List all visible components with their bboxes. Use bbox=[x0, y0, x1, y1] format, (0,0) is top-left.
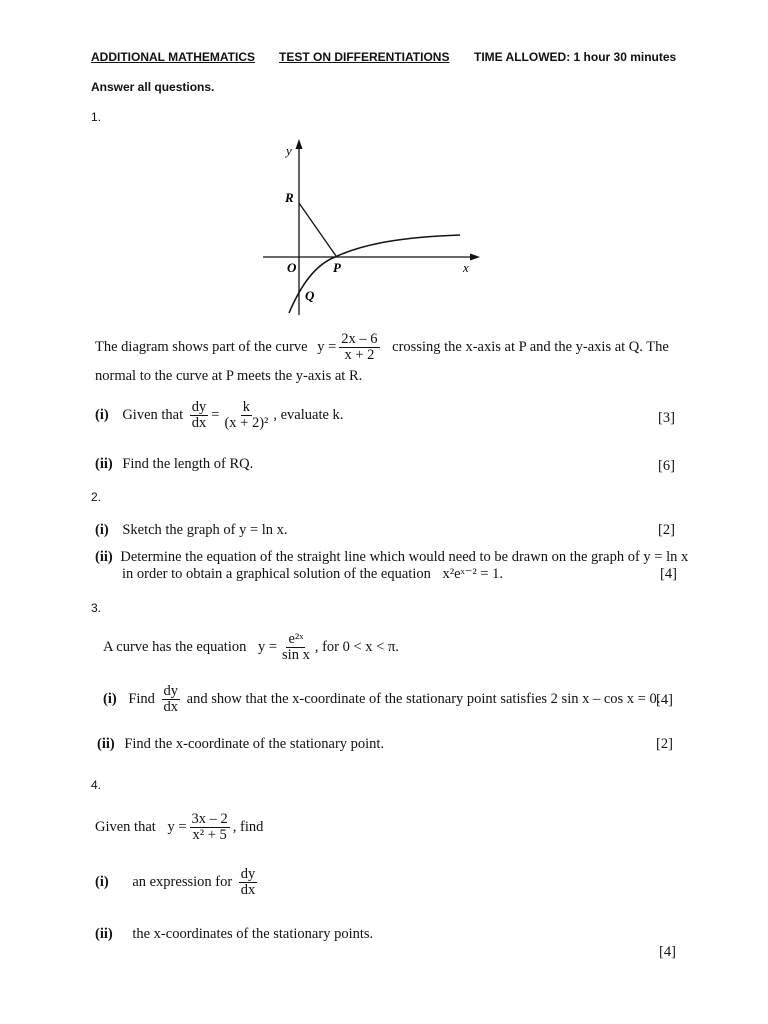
q3-number: 3. bbox=[91, 601, 102, 615]
q4-find: , find bbox=[232, 819, 264, 836]
q2-ii-label: (ii) bbox=[95, 549, 113, 565]
q1-curve-fraction bbox=[339, 332, 379, 363]
q4-eq-lhs: y = bbox=[167, 819, 187, 836]
q4-ii-text: the x-coordinates of the stationary points. bbox=[132, 926, 374, 942]
q4-intro-text: Given that bbox=[95, 819, 156, 836]
q3-eq-lhs: y = bbox=[257, 639, 278, 656]
q1-intro-line1 bbox=[95, 332, 669, 363]
time-allowed: TIME ALLOWED: 1 hour 30 minutes bbox=[474, 50, 677, 64]
q4-intro bbox=[95, 812, 263, 843]
q3-i-text: and show that the x-coordinate of the stationary point satisfies 2 sin x – cos x = 0. bbox=[186, 691, 661, 708]
q3-ii-marks: [2] bbox=[656, 736, 673, 752]
q3-dydx bbox=[162, 684, 181, 715]
q4-number: 4. bbox=[91, 778, 102, 792]
label-x: x bbox=[463, 260, 469, 275]
q3-ii-label: (ii) bbox=[97, 736, 115, 752]
q4-i-text: an expression for bbox=[132, 874, 233, 891]
y-axis-arrow bbox=[296, 139, 303, 149]
q4-marks: [4] bbox=[659, 944, 676, 960]
q3-domain: , for 0 < x < π. bbox=[314, 639, 399, 656]
q1-part-ii bbox=[95, 456, 253, 473]
q1-graph bbox=[255, 135, 495, 320]
label-O: O bbox=[287, 260, 297, 275]
q1-eq-lhs: y = bbox=[317, 339, 337, 356]
q4-part-ii bbox=[95, 926, 373, 943]
q4-dx: dx bbox=[240, 882, 256, 899]
q3-ii-text: Find the x-coordinate of the stationary point. bbox=[124, 736, 385, 752]
q3-part-i bbox=[103, 684, 660, 715]
q2-ii-marks: [4] bbox=[660, 566, 677, 582]
q3-fraction bbox=[280, 632, 312, 663]
q4-ii-label: (ii) bbox=[95, 926, 113, 942]
q3-i-find: Find bbox=[128, 691, 155, 708]
q2-ii-text-a: Determine the equation of the straight line which would need to be drawn on the graph of y = ln x bbox=[120, 549, 689, 565]
q3-den: sin x bbox=[282, 647, 310, 664]
subject-title: ADDITIONAL MATHEMATICS bbox=[91, 50, 255, 64]
q3-dy: dy bbox=[163, 683, 179, 699]
q1-i-text-a: Given that bbox=[122, 407, 184, 424]
q3-intro bbox=[103, 632, 399, 663]
q2-number: 2. bbox=[91, 490, 102, 504]
q4-dydx bbox=[239, 867, 258, 898]
q1-ii-label: (ii) bbox=[95, 456, 113, 472]
q1-intro-a: The diagram shows part of the curve bbox=[95, 339, 308, 356]
q1-curve-num: 2x – 6 bbox=[341, 331, 378, 347]
q4-part-i bbox=[95, 867, 260, 898]
instruction: Answer all questions. bbox=[91, 80, 215, 94]
q2-part-i bbox=[95, 522, 288, 539]
q4-i-label: (i) bbox=[95, 874, 109, 891]
q1-dy: dy bbox=[191, 399, 207, 415]
q2-part-ii-line2 bbox=[122, 566, 503, 583]
q2-i-label: (i) bbox=[95, 522, 109, 538]
q1-k-den: (x + 2)² bbox=[224, 415, 269, 432]
q2-i-marks: [2] bbox=[658, 522, 675, 538]
q1-dx: dx bbox=[191, 415, 207, 432]
q1-curve-den: x + 2 bbox=[344, 347, 375, 364]
q1-number: 1. bbox=[91, 110, 102, 124]
label-Q: Q bbox=[305, 288, 315, 303]
x-axis-arrow bbox=[470, 254, 480, 261]
q1-dydx bbox=[190, 400, 209, 431]
q3-i-label: (i) bbox=[103, 691, 117, 708]
q4-num: 3x – 2 bbox=[191, 811, 228, 827]
test-title: TEST ON DIFFERENTIATIONS bbox=[279, 50, 450, 64]
q1-k-fraction bbox=[222, 400, 270, 431]
q3-intro-text: A curve has the equation bbox=[103, 639, 247, 656]
q1-k: k bbox=[242, 399, 251, 415]
q3-dx: dx bbox=[163, 699, 179, 716]
curve bbox=[289, 235, 460, 313]
q1-i-text-b: , evaluate k. bbox=[273, 407, 344, 424]
q1-intro-c: normal to the curve at P meets the y-axis at R. bbox=[95, 368, 363, 384]
q2-ii-text-b: in order to obtain a graphical solution of the equation bbox=[122, 566, 431, 582]
q4-den: x² + 5 bbox=[192, 827, 227, 844]
q1-intro-b: crossing the x-axis at P and the y-axis at Q. The bbox=[392, 339, 669, 356]
label-P: P bbox=[333, 260, 341, 275]
label-y: y bbox=[286, 143, 292, 158]
q1-part-i bbox=[95, 400, 343, 431]
q1-ii-text: Find the length of RQ. bbox=[122, 456, 254, 472]
q3-num: e²ˣ bbox=[288, 631, 304, 647]
q3-i-marks: [4] bbox=[656, 692, 673, 708]
q1-equals: = bbox=[211, 407, 220, 424]
q3-part-ii bbox=[97, 736, 384, 753]
normal-line bbox=[299, 203, 336, 256]
q2-i-text: Sketch the graph of y = ln x. bbox=[122, 522, 288, 538]
q1-i-marks: [3] bbox=[658, 410, 675, 426]
q4-fraction bbox=[190, 812, 230, 843]
q1-i-label: (i) bbox=[95, 407, 109, 424]
q1-ii-marks: [6] bbox=[658, 458, 675, 474]
q4-dy: dy bbox=[240, 866, 256, 882]
q2-ii-eq: x²eˣ⁻² = 1. bbox=[442, 566, 504, 582]
label-R: R bbox=[285, 190, 294, 205]
q2-part-ii-line1 bbox=[95, 549, 688, 566]
